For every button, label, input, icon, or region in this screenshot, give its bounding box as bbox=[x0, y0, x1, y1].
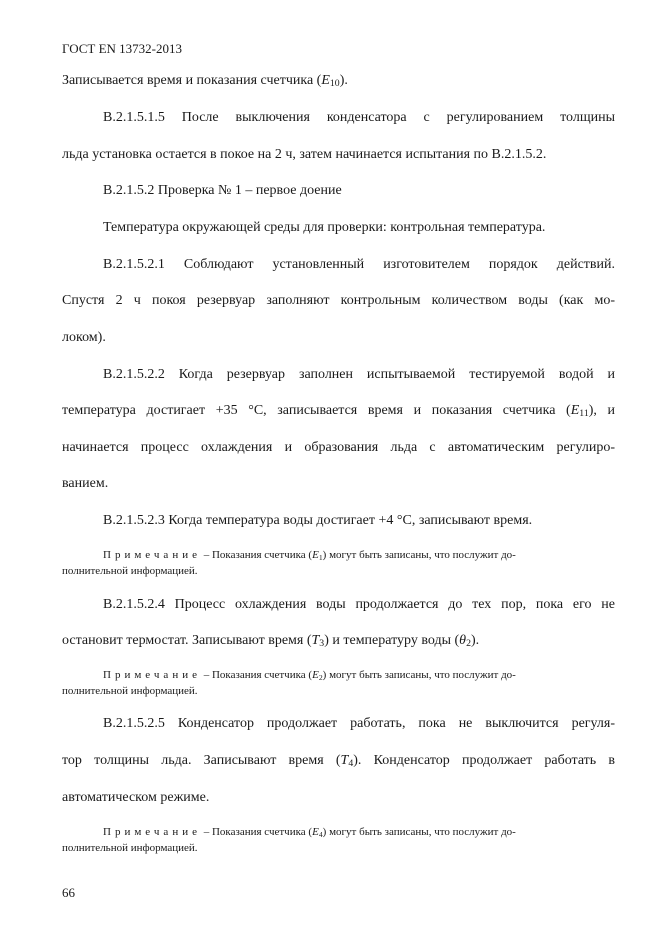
paragraph-line: локом). bbox=[62, 330, 106, 345]
paragraph-line: автоматическом режиме. bbox=[62, 790, 210, 805]
note-line: полнительной информацией. bbox=[62, 842, 198, 854]
note-label: Примечание bbox=[103, 549, 201, 561]
paragraph-line: тор толщины льда. Записывают время $(T_4)$. Конденсатор продолжает работать в bbox=[62, 753, 616, 769]
note-line: Примечание – Показания счетчика $(E_2)$ могут быть записаны, что послужит до- bbox=[103, 669, 516, 682]
paragraph-line: температура достигает +35 °С, записывается время и показания счетчика $(E_{11})$, и bbox=[62, 403, 615, 419]
note-line: полнительной информацией. bbox=[62, 685, 198, 697]
paragraph-line: В.2.1.5.2.4 Процесс охлаждения воды продолжается до тех пор, пока его не bbox=[103, 597, 615, 612]
note-line: Примечание – Показания счетчика $(E_1)$ могут быть записаны, что послужит до- bbox=[103, 549, 516, 562]
page-number: 66 bbox=[62, 885, 75, 900]
paragraph-line: льда установка остается в покое на 2 ч, затем начинается испытания по В.2.1.5.2. bbox=[62, 147, 547, 162]
note-label: Примечание bbox=[103, 669, 201, 681]
paragraph-line: В.2.1.5.2.3 Когда температура воды достигает +4 °С, записывают время. bbox=[103, 513, 533, 528]
note-line: полнительной информацией. bbox=[62, 565, 198, 577]
note-label: Примечание bbox=[103, 826, 201, 838]
paragraph-line: Записывается время и показания счетчика $(E_{10})$. bbox=[62, 73, 348, 89]
paragraph-line: Спустя 2 ч покоя резервуар заполняют контрольным количеством воды (как мо- bbox=[62, 293, 615, 308]
paragraph-line: ванием. bbox=[62, 476, 109, 491]
paragraph-line: Температура окружающей среды для проверки: контрольная температура. bbox=[103, 220, 546, 235]
paragraph-line: начинается процесс охлаждения и образования льда с автоматическим регулиро- bbox=[62, 440, 615, 455]
paragraph-line: В.2.1.5.2.5 Конденсатор продолжает работать, пока не выключится регуля- bbox=[103, 716, 615, 731]
note-line: Примечание – Показания счетчика $(E_4)$ могут быть записаны, что послужит до- bbox=[103, 826, 516, 839]
section-heading: В.2.1.5.2 Проверка № 1 – первое доение bbox=[103, 183, 342, 198]
document-header: ГОСТ EN 13732-2013 bbox=[62, 41, 183, 56]
paragraph-line: В.2.1.5.1.5 После выключения конденсатора с регулированием толщины bbox=[103, 110, 615, 125]
paragraph-line: В.2.1.5.2.2 Когда резервуар заполнен испытываемой тестируемой водой и bbox=[103, 367, 615, 382]
paragraph-line: остановит термостат. Записывают время $(T_3)$ и температуру воды $(\theta_2)$. bbox=[62, 633, 480, 649]
paragraph-line: В.2.1.5.2.1 Соблюдают установленный изготовителем порядок действий. bbox=[103, 257, 615, 272]
